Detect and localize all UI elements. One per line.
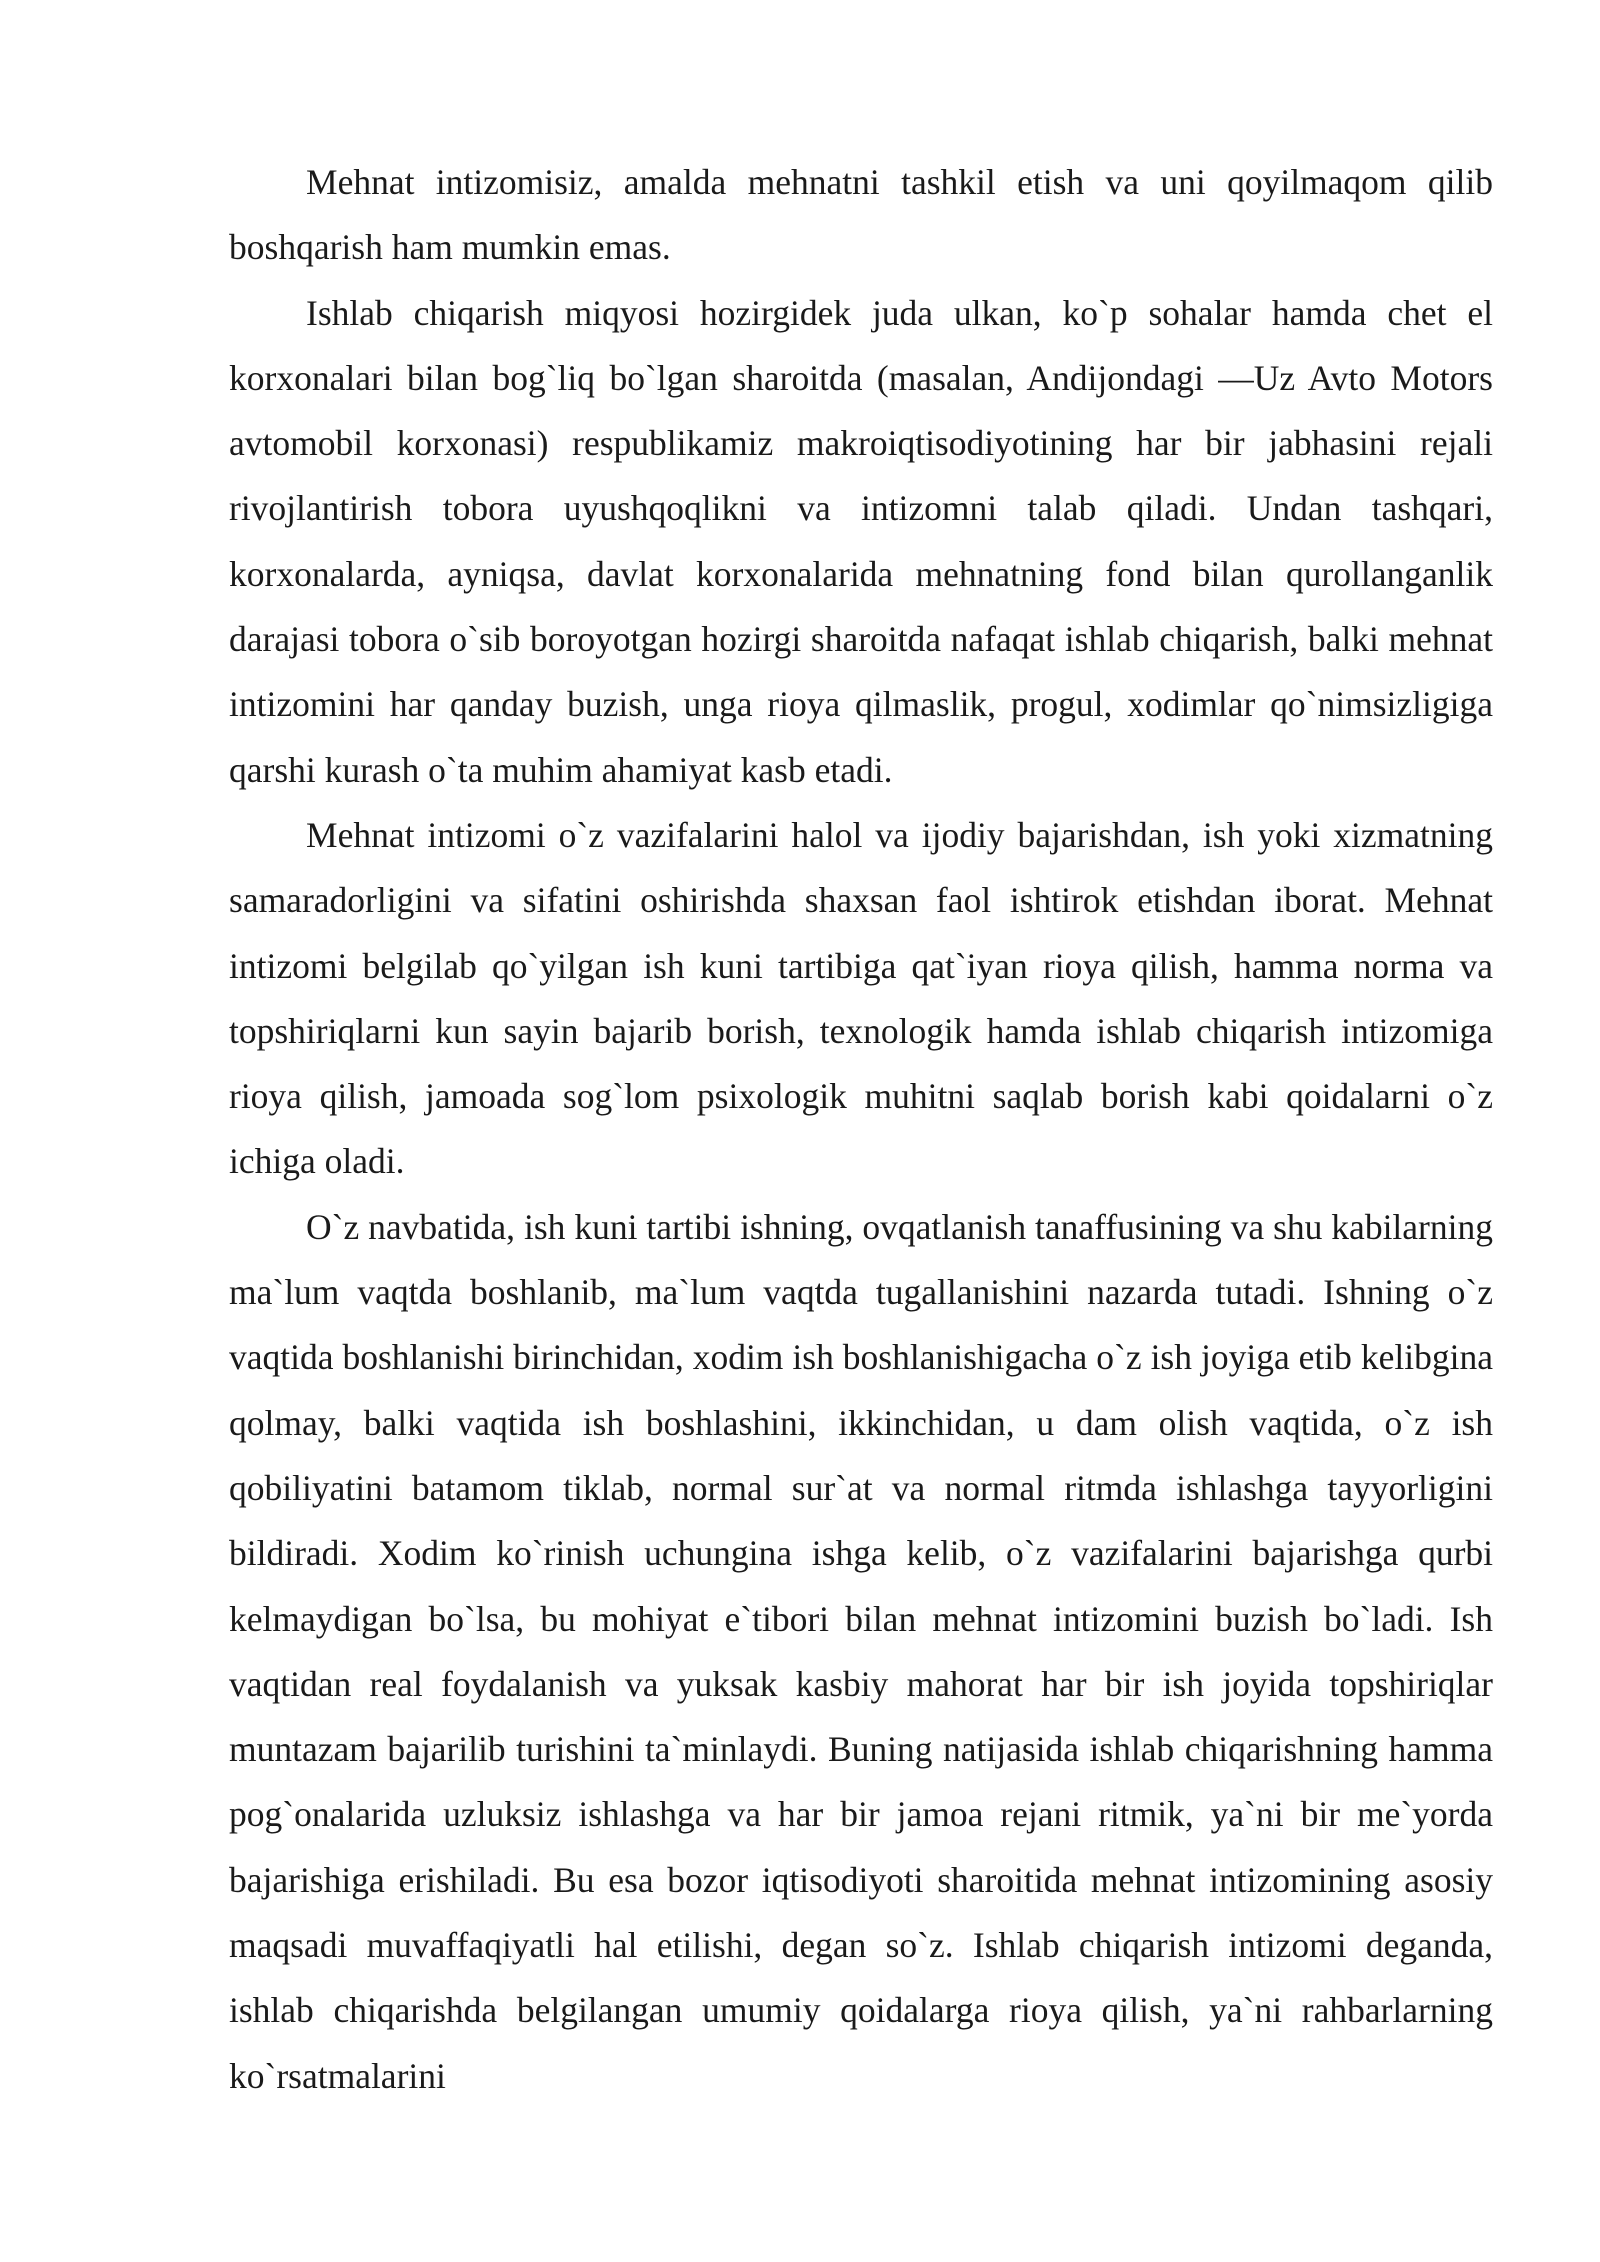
paragraph-4: O`z navbatida, ish kuni tartibi ishning, ovqatlanish tanaffusining va shu kabilarning ma`lum vaqtda boshlanib, ma`lum vaqtda tugallanishini nazarda tutadi. Ishning o`z vaqtida boshlanishi birinchidan, xodim ish boshlanishigacha o`z ish joyiga etib kelibgina qolmay, balki vaqtida ish boshlashini, ikkinchidan, u dam olish vaqtida, o`z ish qobiliyatini batamom tiklab, normal sur`at va normal ritmda ishlashga tayyorligini bildiradi. Xodim ko`rinish uchungina ishga kelib, o`z vazifalarini bajarishga qurbi kelmaydigan bo`lsa, bu mohiyat e`tibori bilan mehnat intizomini buzish bo`ladi. Ish vaqtidan real foydalanish va yuksak kasbiy mahorat har bir ish joyida topshiriqlar muntazam bajarilib turishini ta`minlaydi. Buning natijasida ishlab chiqarishning hamma pog`onalarida uzluksiz ishlashga va har bir jamoa rejani ritmik, ya`ni bir me`yorda bajarishiga erishiladi. Bu esa bozor iqtisodiyoti sharoitida mehnat intizomining asosiy maqsadi muvaffaqiyatli hal etilishi, degan so`z. Ishlab chiqarish intizomi deganda, ishlab chiqarishda belgilangan umumiy qoidalarga rioya qilish, ya`ni rahbarlarning ko`rsatmalarini xyxy=(229,1206,1493,2096)
document-body xyxy=(229,150,1493,2109)
paragraph-1: Mehnat intizomisiz, amalda mehnatni tashkil etish va uni qoyilmaqom qilib boshqarish ham mumkin emas. xyxy=(229,162,1493,268)
paragraph-2: Ishlab chiqarish miqyosi hozirgidek juda ulkan, ko`p sohalar hamda chet el korxonalari bilan bog`liq bo`lgan sharoitda (masalan, Andijondagi ―Uz Avto Motors avtomobil korxonasi) respublikamiz makroiqtisodiyotining har bir jabhasini rejali rivojlantirish tobora uyushqoqlikni va intizomni talab qiladi. Undan tashqari, korxonalarda, ayniqsa, davlat korxonalarida mehnatning fond bilan qurollanganlik darajasi tobora o`sib boroyotgan hozirgi sharoitda nafaqat ishlab chiqarish, balki mehnat intizomini har qanday buzish, unga rioya qilmaslik, progul, xodimlar qo`nimsizligiga qarshi kurash o`ta muhim ahamiyat kasb etadi. xyxy=(229,292,1493,790)
paragraph-3: Mehnat intizomi o`z vazifalarini halol va ijodiy bajarishdan, ish yoki xizmatning samaradorligini va sifatini oshirishda shaxsan faol ishtirok etishdan iborat. Mehnat intizomi belgilab qo`yilgan ish kuni tartibiga qat`iyan rioya qilish, hamma norma va topshiriqlarni kun sayin bajarib borish, texnologik hamda ishlab chiqarish intizomiga rioya qilish, jamoada sog`lom psixologik muhitni saqlab borish kabi qoidalarni o`z ichiga oladi. xyxy=(229,814,1493,1182)
